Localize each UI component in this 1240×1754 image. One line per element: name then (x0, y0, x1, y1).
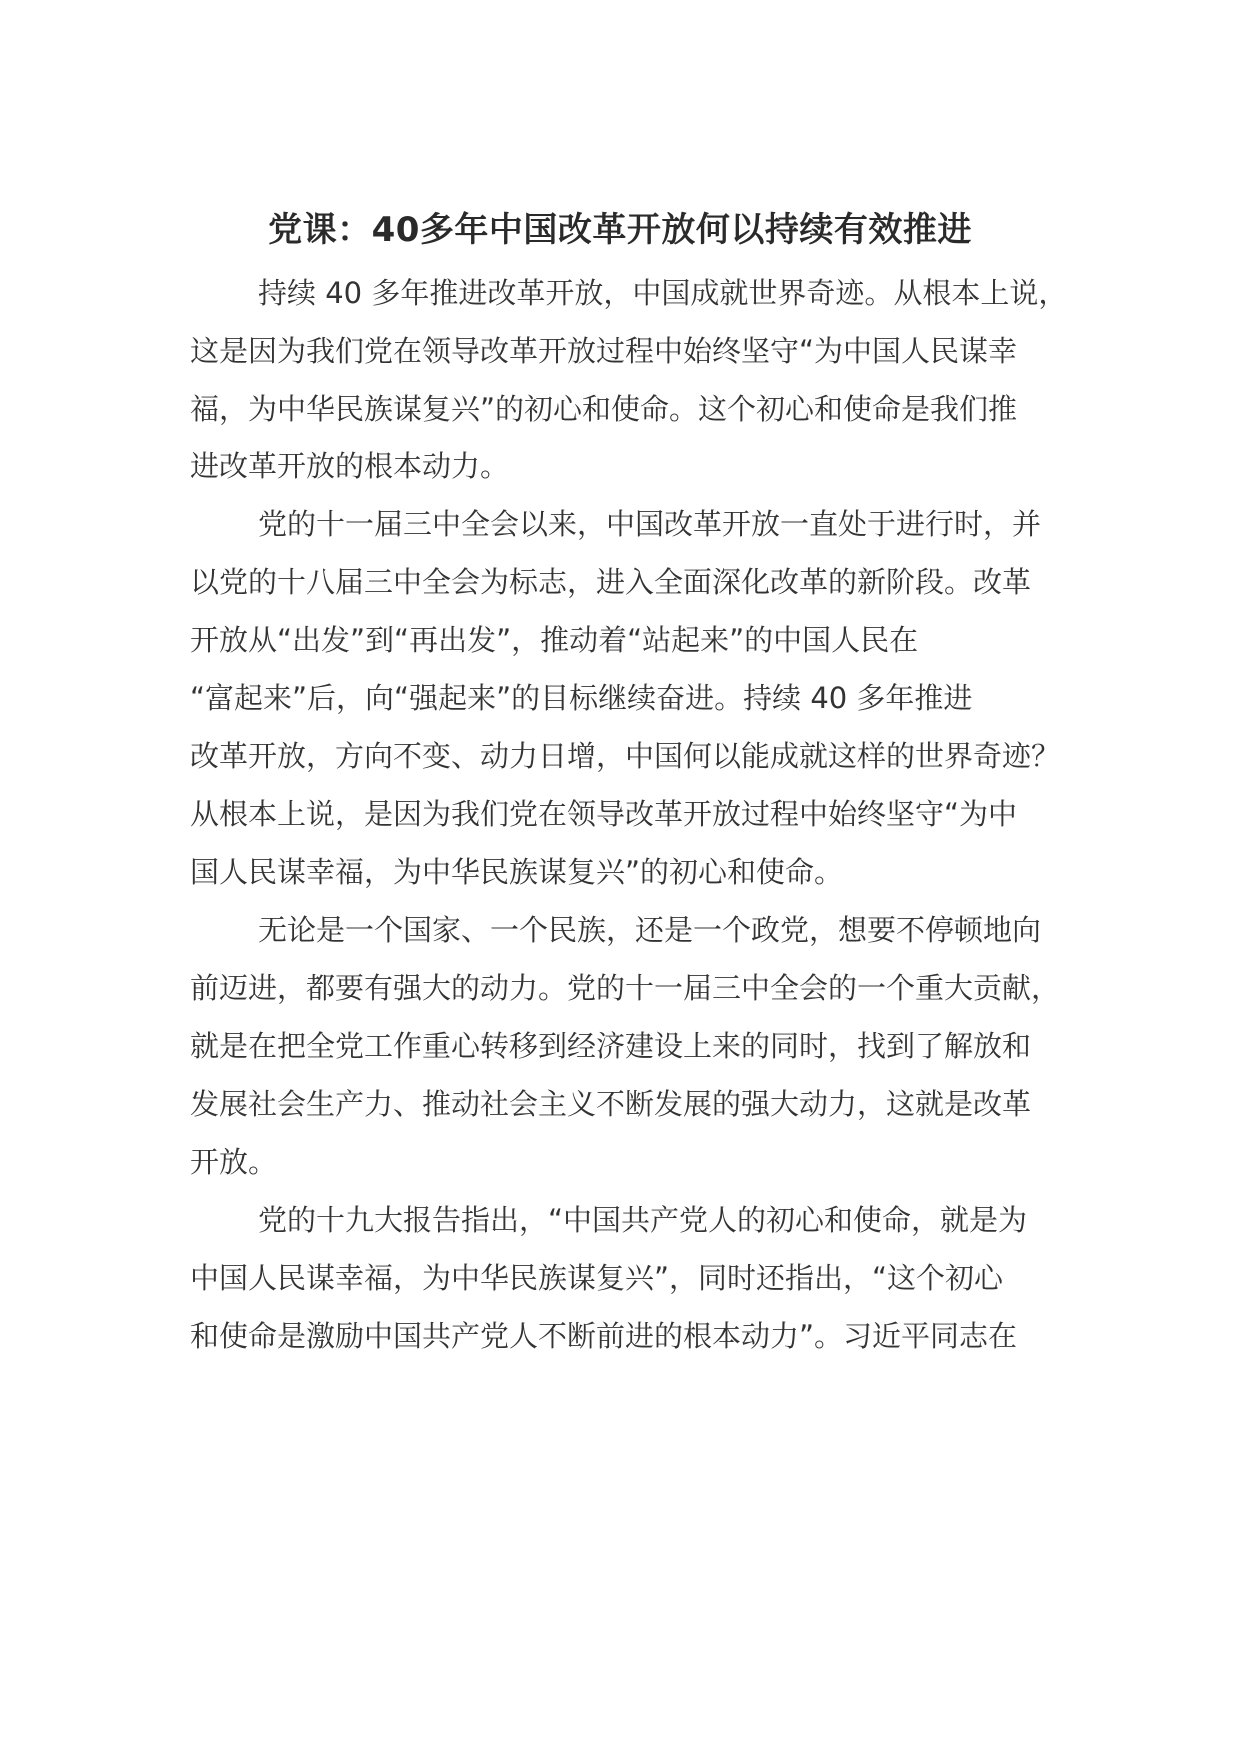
paragraph-1-line-2: 这是因为我们党在领导改革开放过程中始终坚守“为中国人民谋幸 (190, 334, 1018, 368)
paragraph-2-line-3: 开放从“出发”到“再出发”，推动着“站起来”的中国人民在 (190, 623, 919, 657)
document-title: 党课：40多年中国改革开放何以持续有效推进 (268, 210, 972, 250)
paragraph-3-line-4: 发展社会生产力、推动社会主义不断发展的强大动力，这就是改革 (190, 1087, 1032, 1121)
paragraph-2-line-6: 从根本上说，是因为我们党在领导改革开放过程中始终坚守“为中 (190, 797, 1018, 831)
paragraph-4-line-3: 和使命是激励中国共产党人不断前进的根本动力”。习近平同志在 (190, 1319, 1018, 1353)
paragraph-3-line-1: 无论是一个国家、一个民族，还是一个政党，想要不停顿地向 (258, 913, 1042, 947)
paragraph-2-line-5: 改革开放，方向不变、动力日增，中国何以能成就这样的世界奇迹？ (190, 739, 1061, 773)
paragraph-2-line-7: 国人民谋幸福，为中华民族谋复兴”的初心和使命。 (190, 855, 844, 889)
paragraph-4-line-1: 党的十九大报告指出，“中国共产党人的初心和使命，就是为 (258, 1203, 1028, 1237)
paragraph-3-line-2: 前迈进，都要有强大的动力。党的十一届三中全会的一个重大贡献， (190, 971, 1061, 1005)
paragraph-4-line-2: 中国人民谋幸福，为中华民族谋复兴”，同时还指出，“这个初心 (190, 1261, 1004, 1295)
paragraph-3-line-5: 开放。 (190, 1145, 278, 1179)
paragraph-2-line-4: “富起来”后，向“强起来”的目标继续奋进。持续 40 多年推进 (190, 681, 973, 715)
paragraph-2-line-2: 以党的十八届三中全会为标志，进入全面深化改革的新阶段。改革 (190, 565, 1032, 599)
paragraph-1-line-1: 持续 40 多年推进改革开放，中国成就世界奇迹。从根本上说， (258, 276, 1068, 310)
paragraph-2-line-1: 党的十一届三中全会以来，中国改革开放一直处于进行时，并 (258, 507, 1042, 541)
paragraph-1-line-4: 进改革开放的根本动力。 (190, 449, 510, 483)
paragraph-3-line-3: 就是在把全党工作重心转移到经济建设上来的同时，找到了解放和 (190, 1029, 1032, 1063)
paragraph-1-line-3: 福，为中华民族谋复兴”的初心和使命。这个初心和使命是我们推 (190, 392, 1018, 426)
